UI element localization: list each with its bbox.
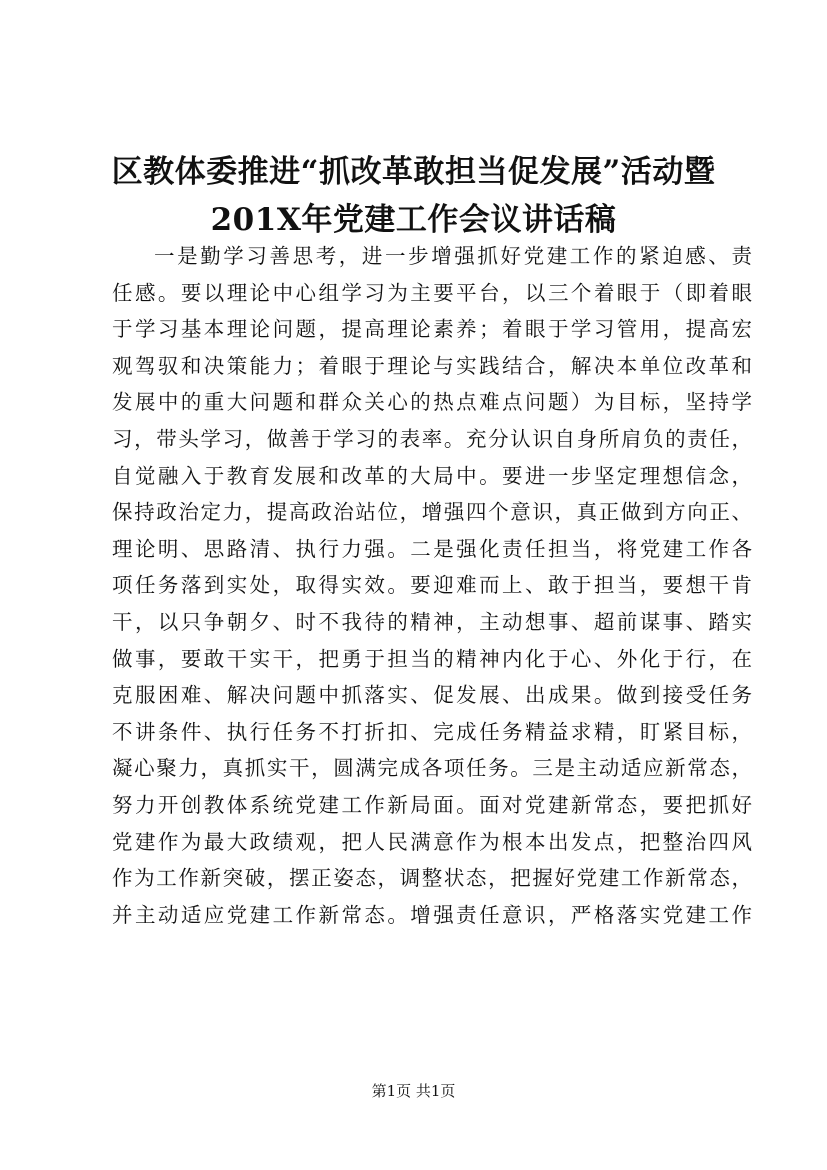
body-line: 自觉融入于教育发展和改革的大局中。要进一步坚定理想信念， [112,463,752,488]
body-line: 做事，要敢干实干，把勇于担当的精神内化于心、外化于行，在 [112,646,752,671]
body-line: 一是勤学习善思考，进一步增强抓好党建工作的紧迫感、责 [154,244,752,268]
body-line: 项任务落到实处，取得实效。要迎难而上、敢于担当，要想干肯 [112,573,752,598]
document-body [112,238,752,933]
body-line: 于学习基本理论问题，提高理论素养；着眼于学习管用，提高宏 [112,317,752,342]
body-line: 习，带头学习，做善于学习的表率。充分认识自身所肩负的责任， [112,426,752,451]
body-line: 不讲条件、执行任务不打折扣、完成任务精益求精，盯紧目标， [112,719,752,744]
page-number-footer: 第1页 共1页 [371,1082,456,1100]
title-line: 区教体委推进“抓改革敢担当促发展”活动暨 [111,154,716,190]
body-line: 努力开创教体系统党建工作新局面。面对党建新常态，要把抓好 [112,792,752,817]
body-line: 凝心聚力，真抓实干，圆满完成各项任务。三是主动适应新常态， [112,756,752,781]
body-line: 并主动适应党建工作新常态。增强责任意识，严格落实党建工作 [112,902,752,927]
body-line: 党建作为最大政绩观，把人民满意作为根本出发点，把整治四风 [112,829,752,854]
body-line: 理论明、思路清、执行力强。二是强化责任担当，将党建工作各 [112,536,752,561]
body-line: 观驾驭和决策能力；着眼于理论与实践结合，解决本单位改革和 [112,353,752,378]
body-line: 保持政治定力，提高政治站位，增强四个意识，真正做到方向正、 [112,500,752,525]
body-line: 克服困难、解决问题中抓落实、促发展、出成果。做到接受任务 [112,683,752,708]
body-line: 发展中的重大问题和群众关心的热点难点问题）为目标，坚持学 [112,390,752,415]
body-line: 任感。要以理论中心组学习为主要平台，以三个着眼于（即着眼 [112,280,752,305]
document-title [0,148,827,244]
body-line: 作为工作新突破，摆正姿态，调整状态，把握好党建工作新常态， [112,866,752,891]
body-line: 干，以只争朝夕、时不我待的精神，主动想事、超前谋事、踏实 [112,609,752,634]
title-line: 201X年党建工作会议讲话稿 [210,202,617,238]
